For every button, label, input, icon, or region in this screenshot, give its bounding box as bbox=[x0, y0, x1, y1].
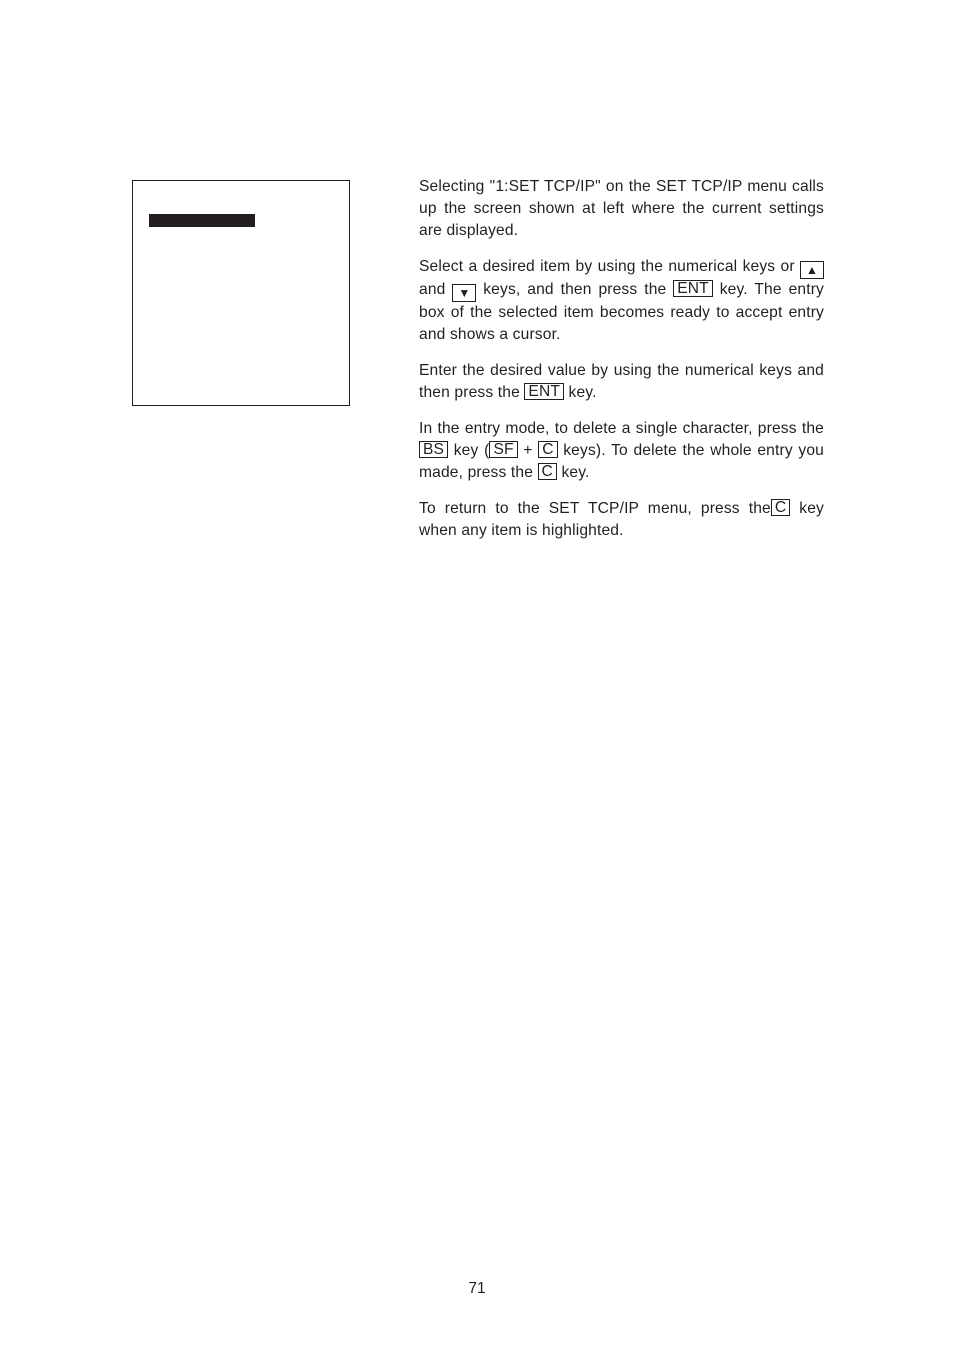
text-fragment: key. The entry box of the selected item becomes ready to accept entry and shows a cursor. bbox=[419, 281, 824, 343]
text-fragment: Enter the desired value by using the numerical keys and then press the bbox=[419, 362, 824, 401]
paragraph-select-item bbox=[419, 256, 824, 346]
down-arrow-key bbox=[452, 284, 476, 302]
c-key: C bbox=[538, 463, 557, 480]
text-fragment: keys, and then press the bbox=[476, 281, 674, 298]
c-key: C bbox=[771, 499, 790, 516]
text-fragment: In the entry mode, to delete a single character, press the bbox=[419, 420, 824, 437]
text-fragment: keys). To delete the whole entry you made, press the bbox=[419, 442, 824, 481]
lcd-screen-illustration bbox=[132, 180, 350, 406]
text-fragment: To return to the SET TCP/IP menu, press the bbox=[419, 500, 771, 517]
text-fragment: key ( bbox=[448, 442, 490, 459]
ent-key: ENT bbox=[673, 280, 713, 297]
page-number: 71 bbox=[468, 1280, 486, 1297]
triangle-down-icon: ▼ bbox=[458, 286, 471, 300]
paragraph-enter-value bbox=[419, 360, 824, 404]
paragraph-intro bbox=[419, 176, 824, 242]
c-key: C bbox=[538, 441, 557, 458]
text-fragment: and bbox=[419, 281, 453, 298]
sf-key: SF bbox=[489, 441, 517, 458]
text-fragment: key. bbox=[556, 464, 590, 481]
paragraph-return bbox=[419, 498, 824, 542]
lcd-highlight-bar bbox=[149, 214, 255, 227]
instruction-text bbox=[419, 176, 824, 556]
text-fragment: + bbox=[517, 442, 539, 459]
triangle-up-icon: ▲ bbox=[805, 263, 819, 277]
text-fragment: Select a desired item by using the numerical keys or bbox=[419, 258, 800, 275]
text-fragment: key. bbox=[564, 384, 597, 401]
bs-key: BS bbox=[419, 441, 448, 458]
paragraph-delete bbox=[419, 418, 824, 484]
paragraph-intro-text: Selecting "1:SET TCP/IP" on the SET TCP/IP menu calls up the screen shown at left where the current settings are displayed. bbox=[419, 178, 824, 239]
up-arrow-key bbox=[800, 261, 824, 279]
ent-key: ENT bbox=[524, 383, 564, 400]
text-fragment: key when any item is highlighted. bbox=[419, 500, 824, 539]
